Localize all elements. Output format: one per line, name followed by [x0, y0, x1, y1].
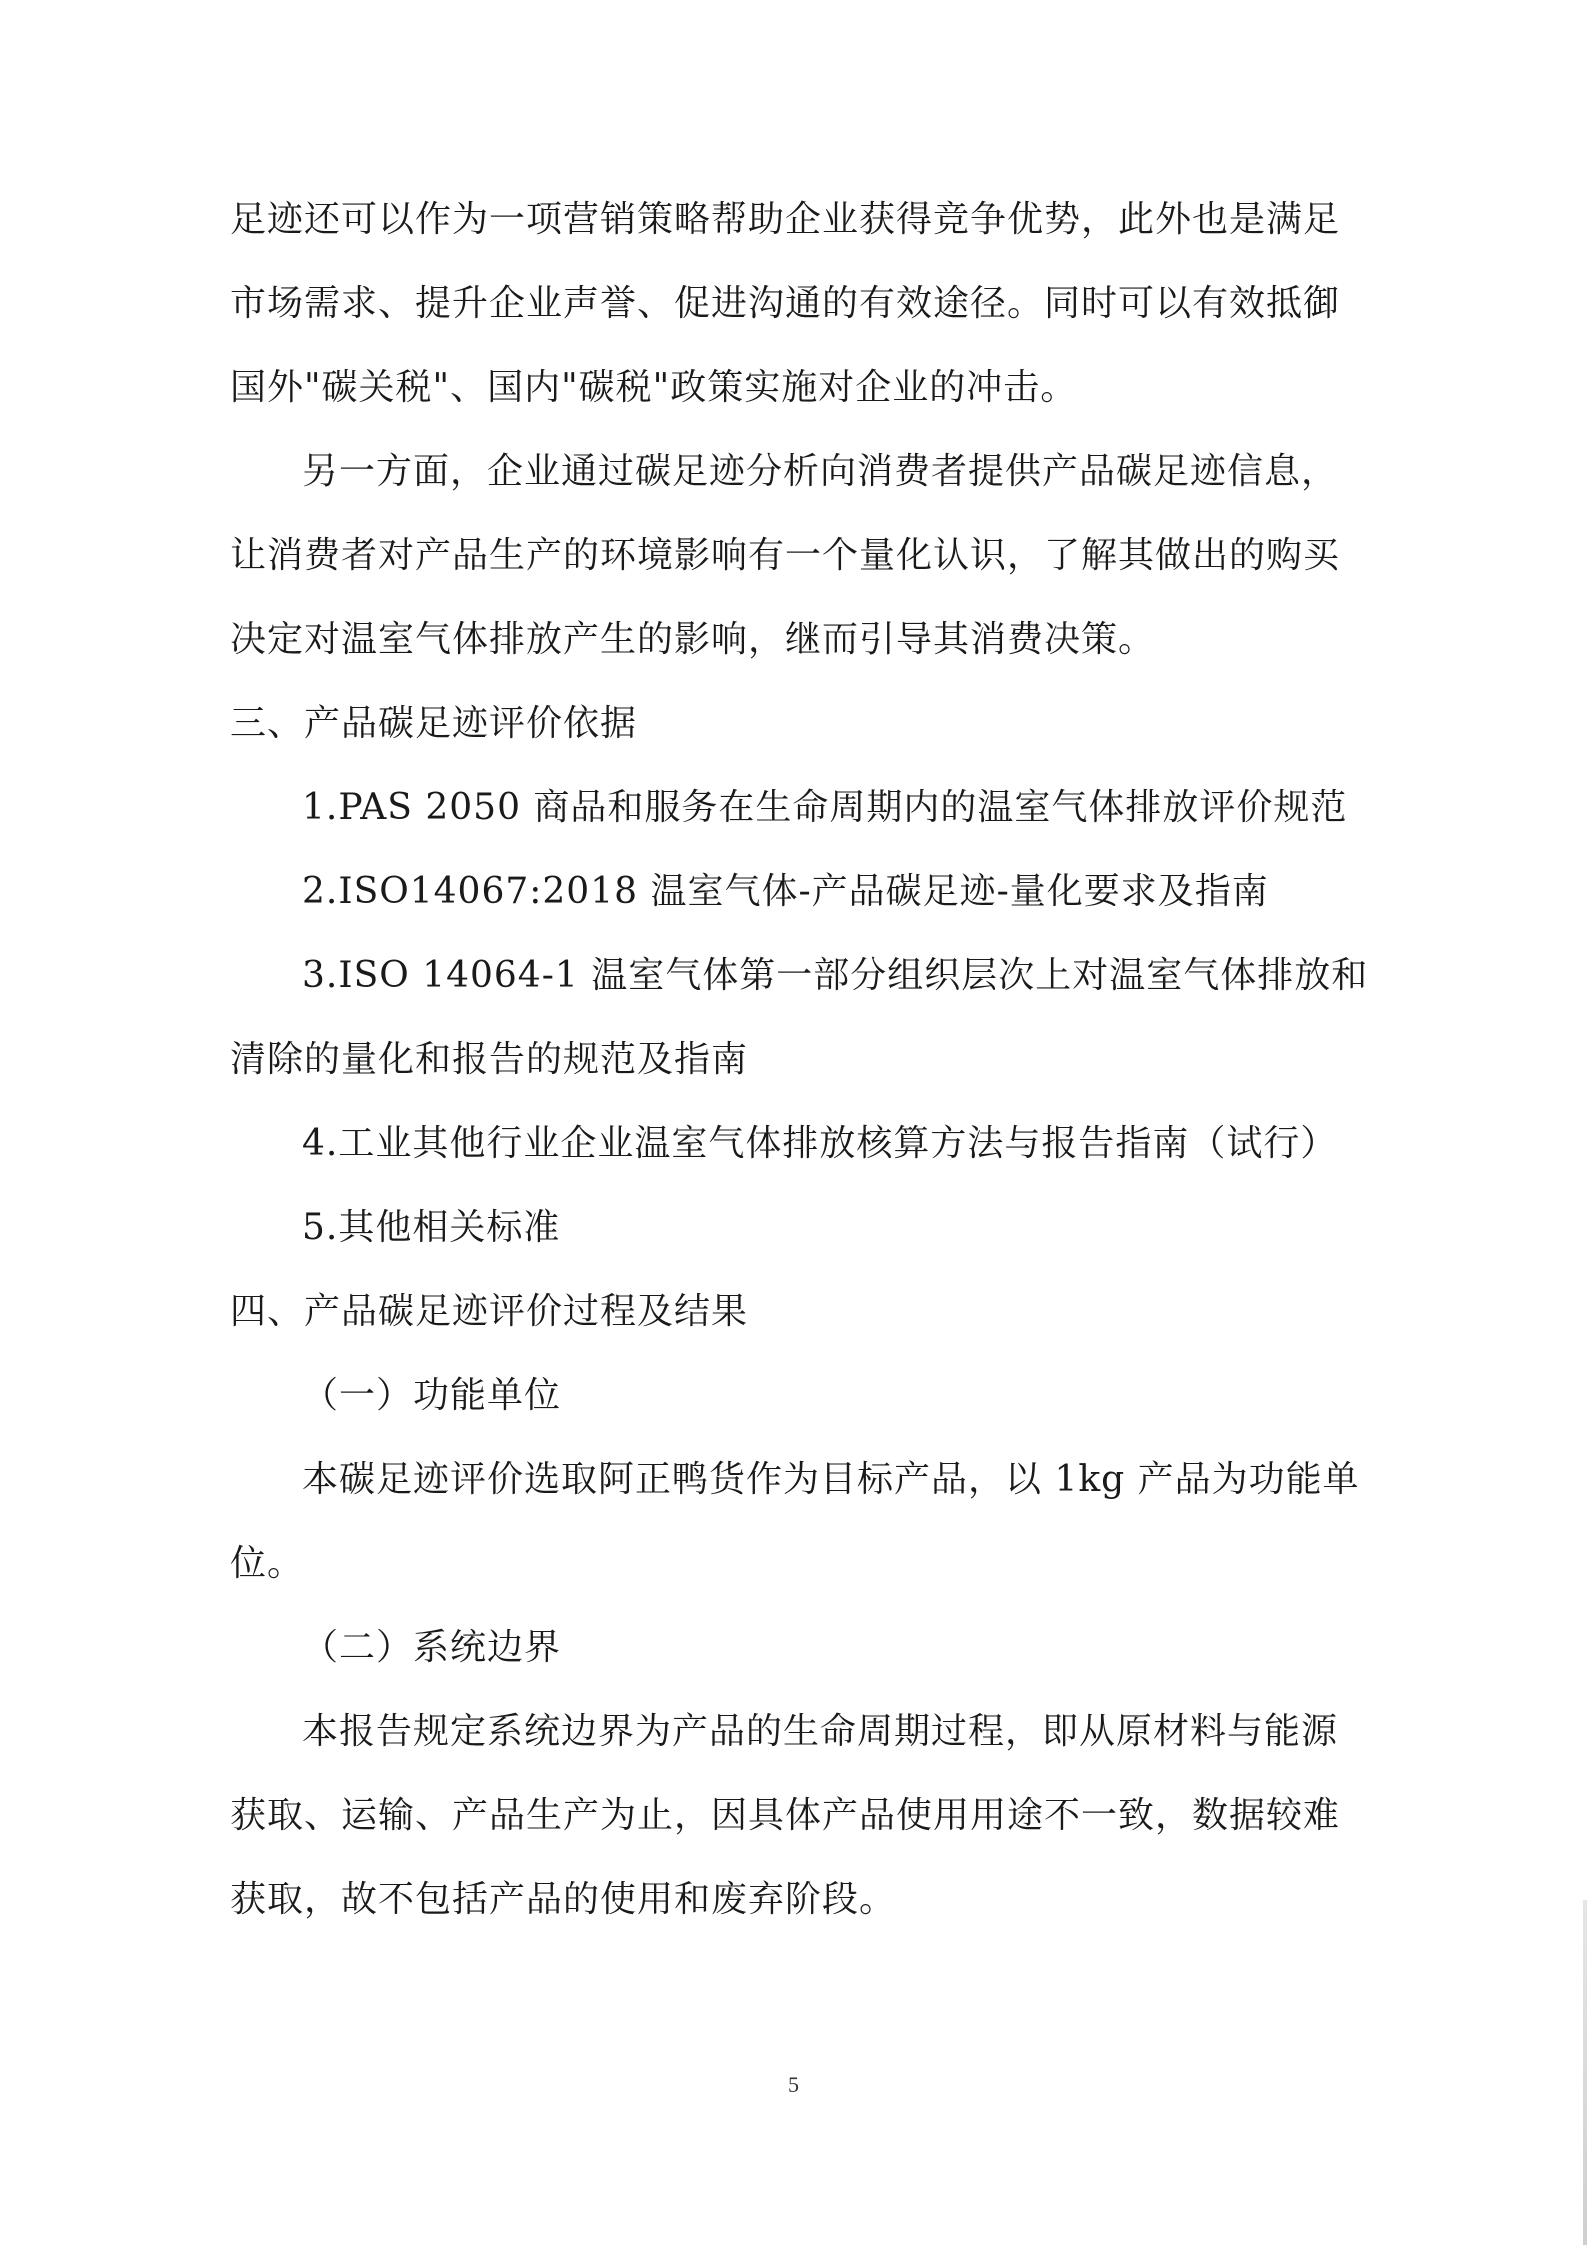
paragraph-line: 位。 — [230, 1543, 305, 1584]
paragraph-line: 本碳足迹评价选取阿正鸭货作为目标产品，以 1kg 产品为功能单 — [302, 1459, 1360, 1500]
list-item: 5.其他相关标准 — [302, 1207, 561, 1248]
paragraph-line: 让消费者对产品生产的环境影响有一个量化认识，了解其做出的购买 — [230, 535, 1341, 576]
paragraph-line: 足迹还可以作为一项营销策略帮助企业获得竞争优势，此外也是满足 — [230, 199, 1341, 240]
section-heading: 四、产品碳足迹评价过程及结果 — [230, 1291, 749, 1332]
list-item: 2.ISO14067:2018 温室气体-产品碳足迹-量化要求及指南 — [302, 871, 1269, 912]
paragraph-line: 另一方面，企业通过碳足迹分析向消费者提供产品碳足迹信息， — [302, 451, 1339, 492]
section-heading: 三、产品碳足迹评价依据 — [230, 703, 638, 744]
list-item: 1.PAS 2050 商品和服务在生命周期内的温室气体排放评价规范 — [302, 787, 1348, 828]
list-item-continuation: 清除的量化和报告的规范及指南 — [230, 1039, 749, 1080]
paragraph-line: 本报告规定系统边界为产品的生命周期过程，即从原材料与能源 — [302, 1711, 1339, 1752]
scan-edge-shadow — [1583, 1900, 1587, 2245]
paragraph-line: 决定对温室气体排放产生的影响，继而引导其消费决策。 — [230, 619, 1156, 660]
list-item: 3.ISO 14064-1 温室气体第一部分组织层次上对温室气体排放和 — [302, 955, 1369, 996]
paragraph-line: 获取、运输、产品生产为止，因具体产品使用用途不一致，数据较难 — [230, 1795, 1341, 1836]
page-number: 5 — [788, 2072, 799, 2097]
paragraph-line: 国外"碳关税"、国内"碳税"政策实施对企业的冲击。 — [230, 367, 1078, 408]
subsection-heading: （二）系统边界 — [302, 1627, 562, 1668]
subsection-heading: （一）功能单位 — [302, 1375, 562, 1416]
paragraph-line: 获取，故不包括产品的使用和废弃阶段。 — [230, 1879, 897, 1920]
list-item: 4.工业其他行业企业温室气体排放核算方法与报告指南（试行） — [302, 1123, 1338, 1164]
paragraph-line: 市场需求、提升企业声誉、促进沟通的有效途径。同时可以有效抵御 — [230, 283, 1341, 324]
